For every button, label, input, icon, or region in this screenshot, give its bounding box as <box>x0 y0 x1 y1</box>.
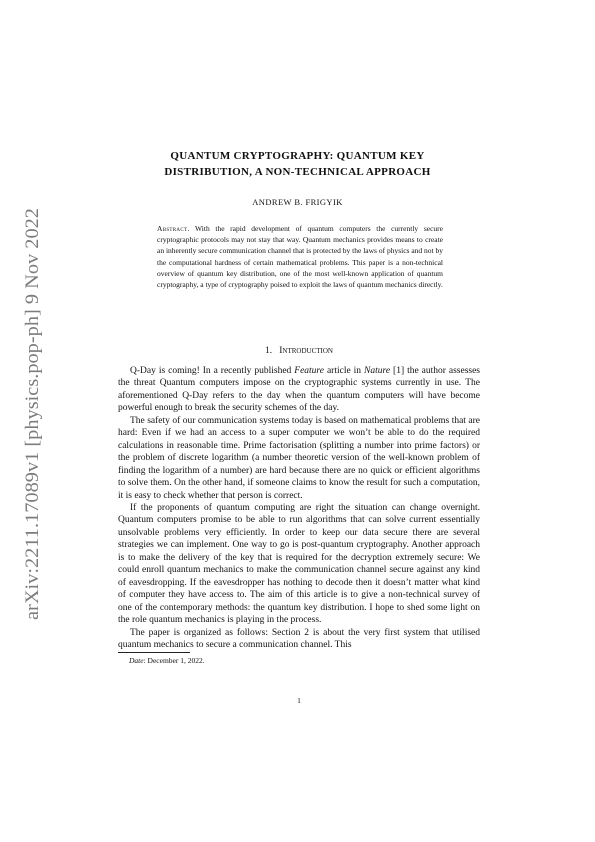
feature-emphasis: Feature <box>294 366 324 376</box>
paper-title <box>120 148 475 180</box>
paragraph-1-text-c: [1] the author assesses the threat Quantum computers impose on the cryptographic systems currently in use. The aforementioned Q-Day refers to the day when the quantum computers will have become powerful enough to break the security schemes of the day. <box>118 366 481 414</box>
abstract <box>157 223 443 290</box>
page-number: 1 <box>297 696 301 705</box>
footnote-label: Date <box>129 656 144 665</box>
footnote-text: : December 1, 2022. <box>143 656 205 665</box>
arxiv-identifier-stamp <box>0 0 60 842</box>
paragraph-3: If the proponents of quantum computing are right the situation can change overnight. Quantum computers promise to be able to run algorithms that can solve current essentially unsolvable problems very efficiently. In order to keep our data secure there are several strategies we can implement. One way to go is post-quantum cryptography. Another approach is to make the delivery of the key that is required for the decryption extremely secure: We could enroll quantum mechanics to make the communication channel secure against any kind of eavesdropping. If the eavesdropper has nothing to decode then it doesn’t matter what kind of computer they have access to. The aim of this article is to give a non-technical survey of one of the contemporary methods: the quantum key distribution. I hope to shed some light on the role quantum mechanics is playing in the process. <box>118 502 480 626</box>
footnote-date <box>118 656 480 665</box>
section-heading <box>118 346 480 356</box>
abstract-label: Abstract. <box>157 224 190 233</box>
paragraph-1-text-b: article in <box>324 366 365 376</box>
section-name: Introduction <box>279 346 333 356</box>
paragraph-2: The safety of our communication systems today is based on mathematical problems that are hard: Even if we had an access to a super computer we won’t be able to do the required calculations in reasonable time. Prime factorisation (splitting a number into prime factors) or the problem of discrete logarithm (a number theoretic version of the well-known problem of finding the logarithm of a number) are hard because there are no quick or efficient algorithms to solve them. On the other hand, if someone claims to know the result for such a computation, it is easy to check whether that person is correct. <box>118 415 480 501</box>
body-text <box>118 365 480 651</box>
abstract-text: With the rapid development of quantum computers the currently secure cryptographic protocols may not stay that way. Quantum mechanics provides means to create an inherently secure communication channel that is protected by the laws of physics and not by the computational hardness of certain mathematical problems. This paper is a non-technical overview of quantum key distribution, one of the most well-known application of quantum cryptography, a type of cryptography poised to exploit the laws of quantum mechanics directly. <box>157 224 443 290</box>
paper-title-line-2: DISTRIBUTION, A NON-TECHNICAL APPROACH <box>164 166 431 178</box>
nature-emphasis: Nature <box>364 366 391 376</box>
paper-title-line-1: QUANTUM CRYPTOGRAPHY: QUANTUM KEY <box>170 150 425 162</box>
section-number: 1. <box>265 346 273 356</box>
footnote-divider <box>118 652 190 653</box>
paragraph-4: The paper is organized as follows: Section 2 is about the very first system that utilised quantum mechanics to secure a communication channel. This <box>118 627 480 650</box>
author-name: ANDREW B. FRIGYIK <box>252 197 343 207</box>
paragraph-1 <box>118 365 480 415</box>
paragraph-1-text-a: Q-Day is coming! In a recently published <box>130 366 295 376</box>
arxiv-identifier-text: arXiv:2211.17089v1 [physics.pop-ph] 9 Nov 2022 <box>22 235 43 620</box>
